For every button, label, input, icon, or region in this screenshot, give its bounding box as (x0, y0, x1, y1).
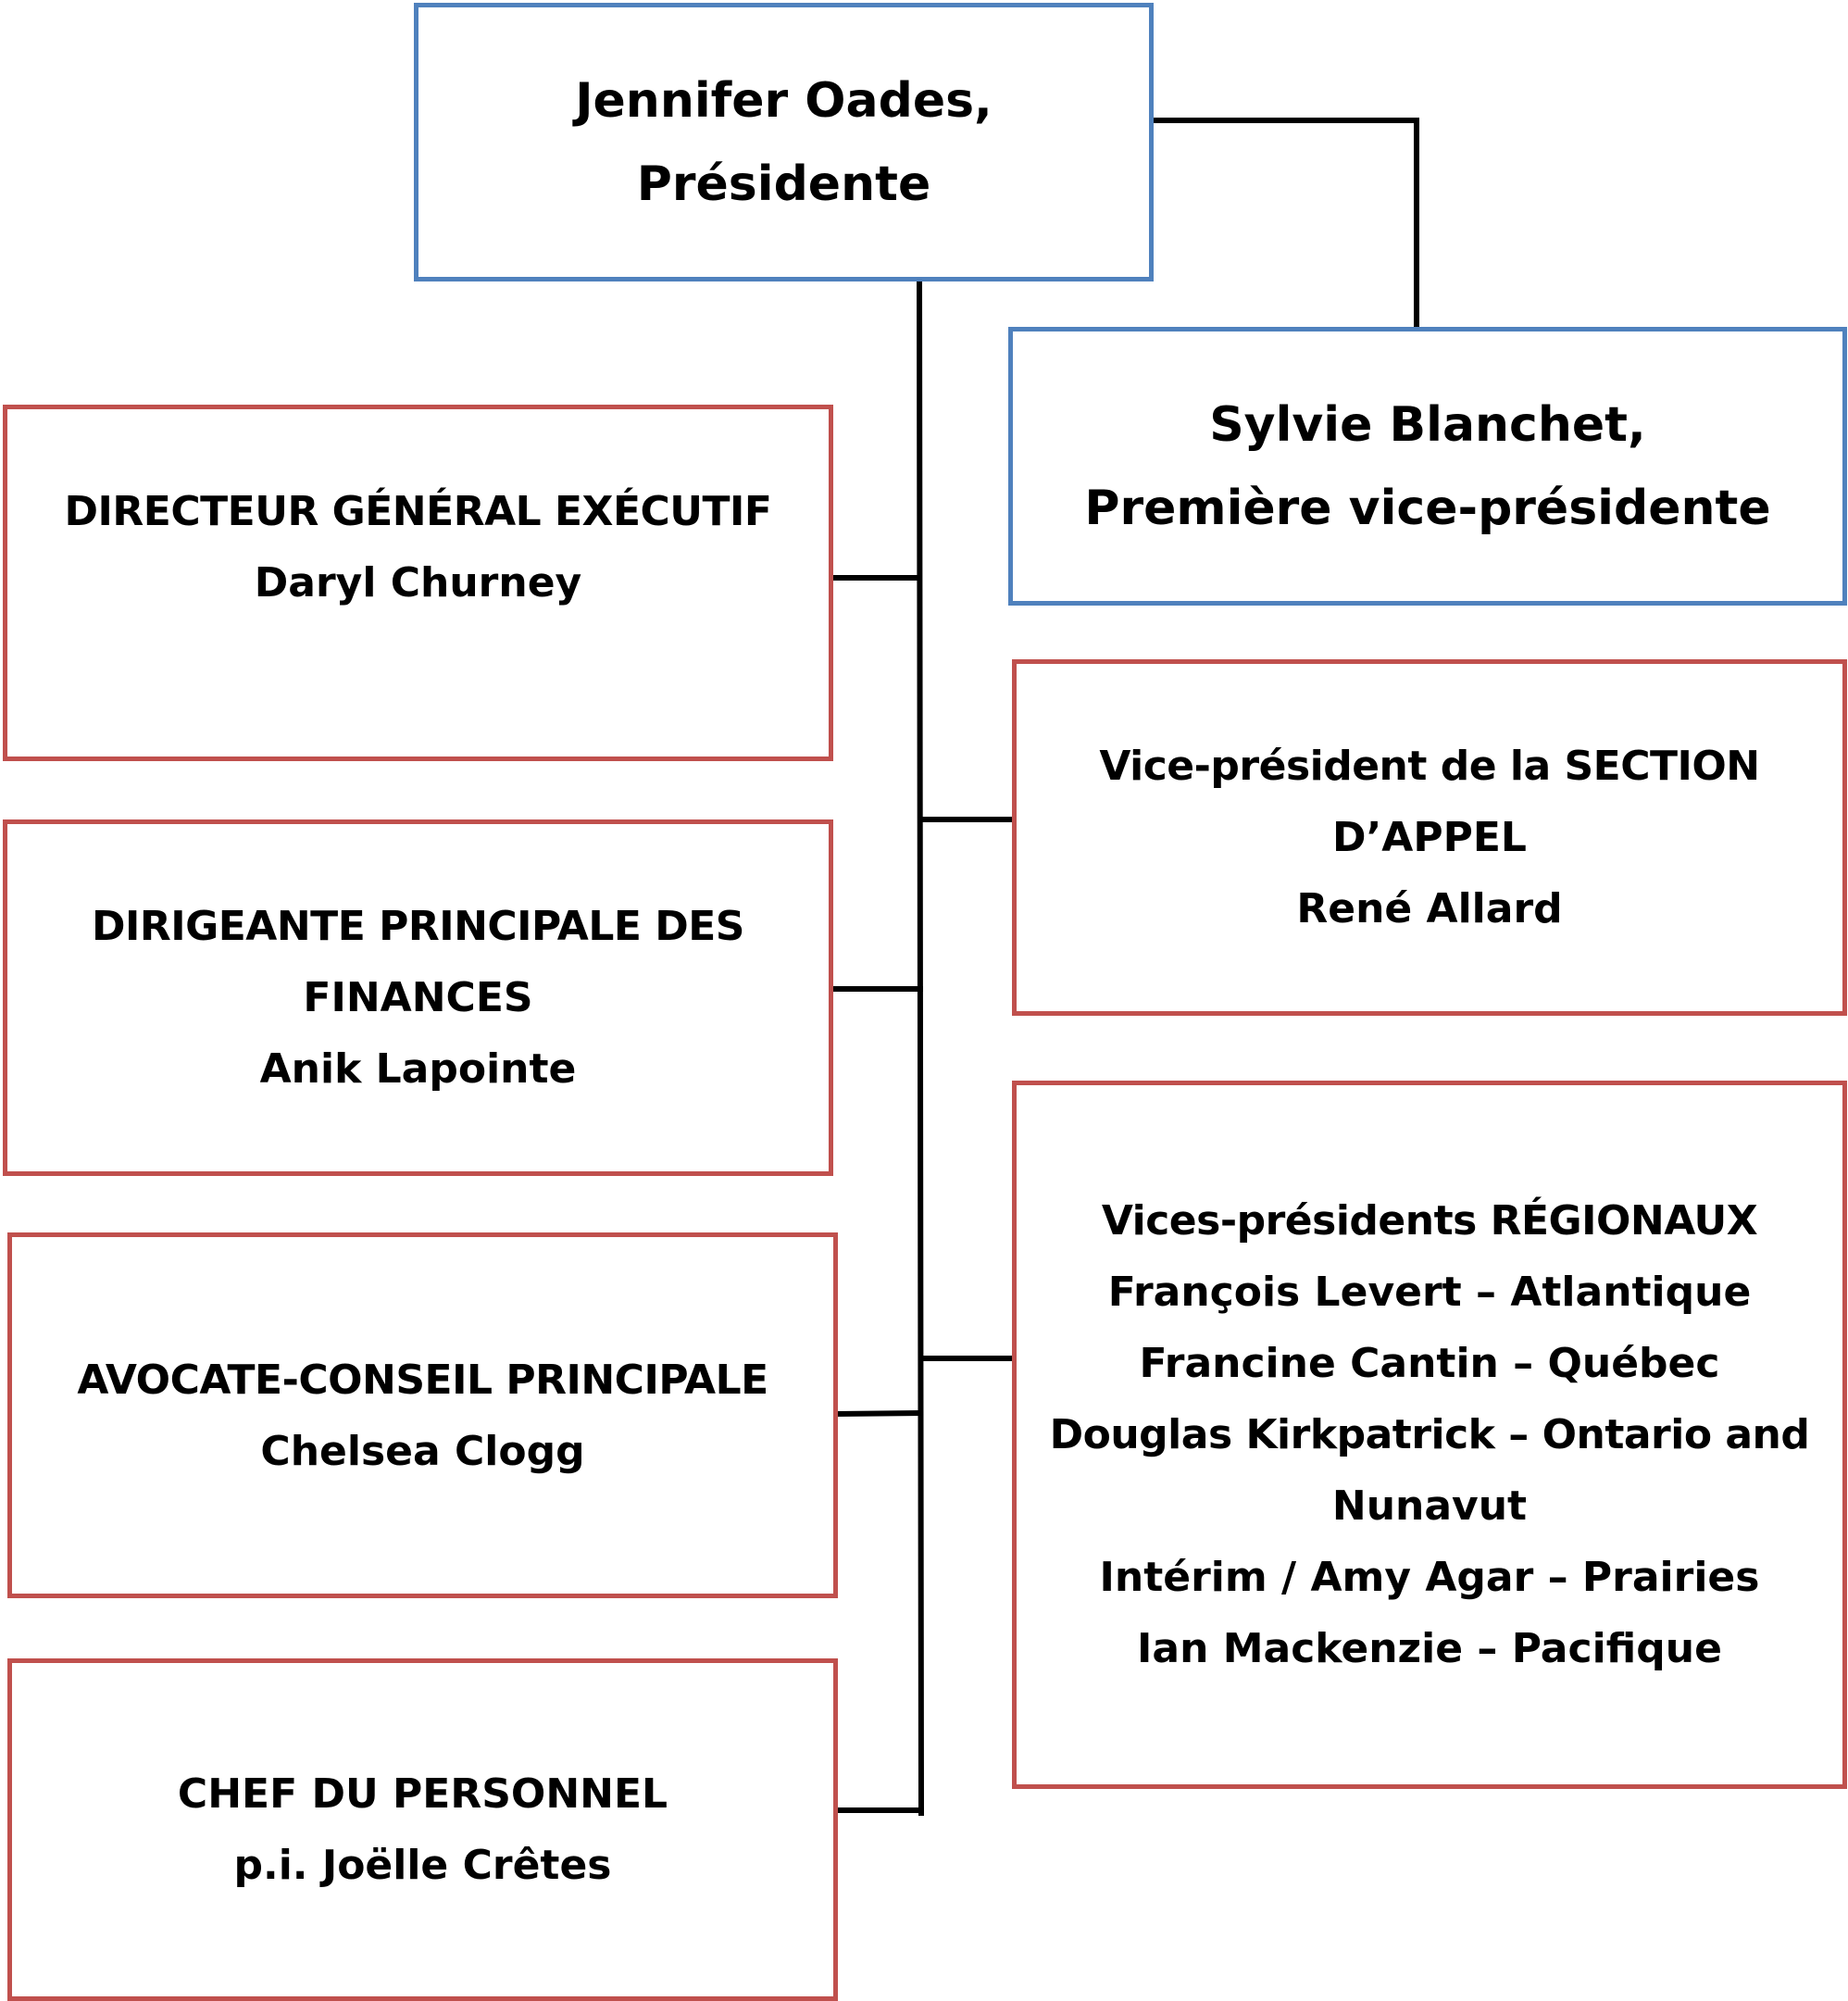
chief-financial-officer-name: Anik Lapointe (259, 1045, 577, 1093)
first-vice-president-name: Sylvie Blanchet, (1209, 396, 1646, 453)
appeal-vice-president-title-line-2: D’APPEL (1332, 814, 1527, 861)
regional-vp-prairies: Intérim / Amy Agar – Prairies (1099, 1554, 1760, 1601)
executive-director-name: Daryl Churney (254, 559, 582, 607)
senior-counsel-name: Chelsea Clogg (260, 1427, 585, 1475)
president-title: Présidente (636, 156, 931, 212)
chief-financial-officer-box (3, 819, 833, 1176)
regional-vp-ontario-continued: Nunavut (1331, 1482, 1528, 1530)
first-vice-president-box (1008, 327, 1847, 606)
regional-vp-quebec: Francine Cantin – Québec (1139, 1340, 1720, 1387)
first-vice-president-title: Première vice-présidente (1084, 480, 1771, 536)
senior-counsel-box (7, 1232, 838, 1598)
president-box (414, 3, 1154, 281)
spacer (411, 619, 425, 690)
regional-vp-atlantic: François Levert – Atlantique (1107, 1269, 1752, 1316)
chief-financial-officer-title-line-1: DIRIGEANTE PRINCIPALE DES (91, 903, 744, 950)
executive-director-title: DIRECTEUR GÉNÉRAL EXÉCUTIF (64, 488, 772, 535)
chief-of-staff-title: CHEF DU PERSONNEL (177, 1770, 668, 1818)
chief-of-staff-name: p.i. Joëlle Crêtes (233, 1842, 612, 1889)
acp-connector (838, 1413, 920, 1414)
regional-vice-presidents-title: Vices-présidents RÉGIONAUX (1101, 1197, 1758, 1244)
regional-vp-ontario: Douglas Kirkpatrick – Ontario and (1049, 1411, 1810, 1458)
appeal-vice-president-title-line-1: Vice-président de la SECTION (1099, 743, 1760, 790)
chief-financial-officer-title-line-2: FINANCES (303, 974, 533, 1021)
regional-vp-pacific: Ian Mackenzie – Pacifique (1137, 1625, 1722, 1672)
appeal-vice-president-name: René Allard (1296, 885, 1563, 932)
regional-vice-presidents-box (1012, 1081, 1847, 1789)
chief-of-staff-box (7, 1658, 838, 2001)
appeal-vice-president-box (1012, 659, 1847, 1016)
president-name: Jennifer Oades, (575, 72, 993, 129)
trunk-line (919, 281, 921, 1813)
executive-director-box (3, 405, 833, 761)
senior-counsel-title: AVOCATE-CONSEIL PRINCIPALE (77, 1356, 768, 1404)
